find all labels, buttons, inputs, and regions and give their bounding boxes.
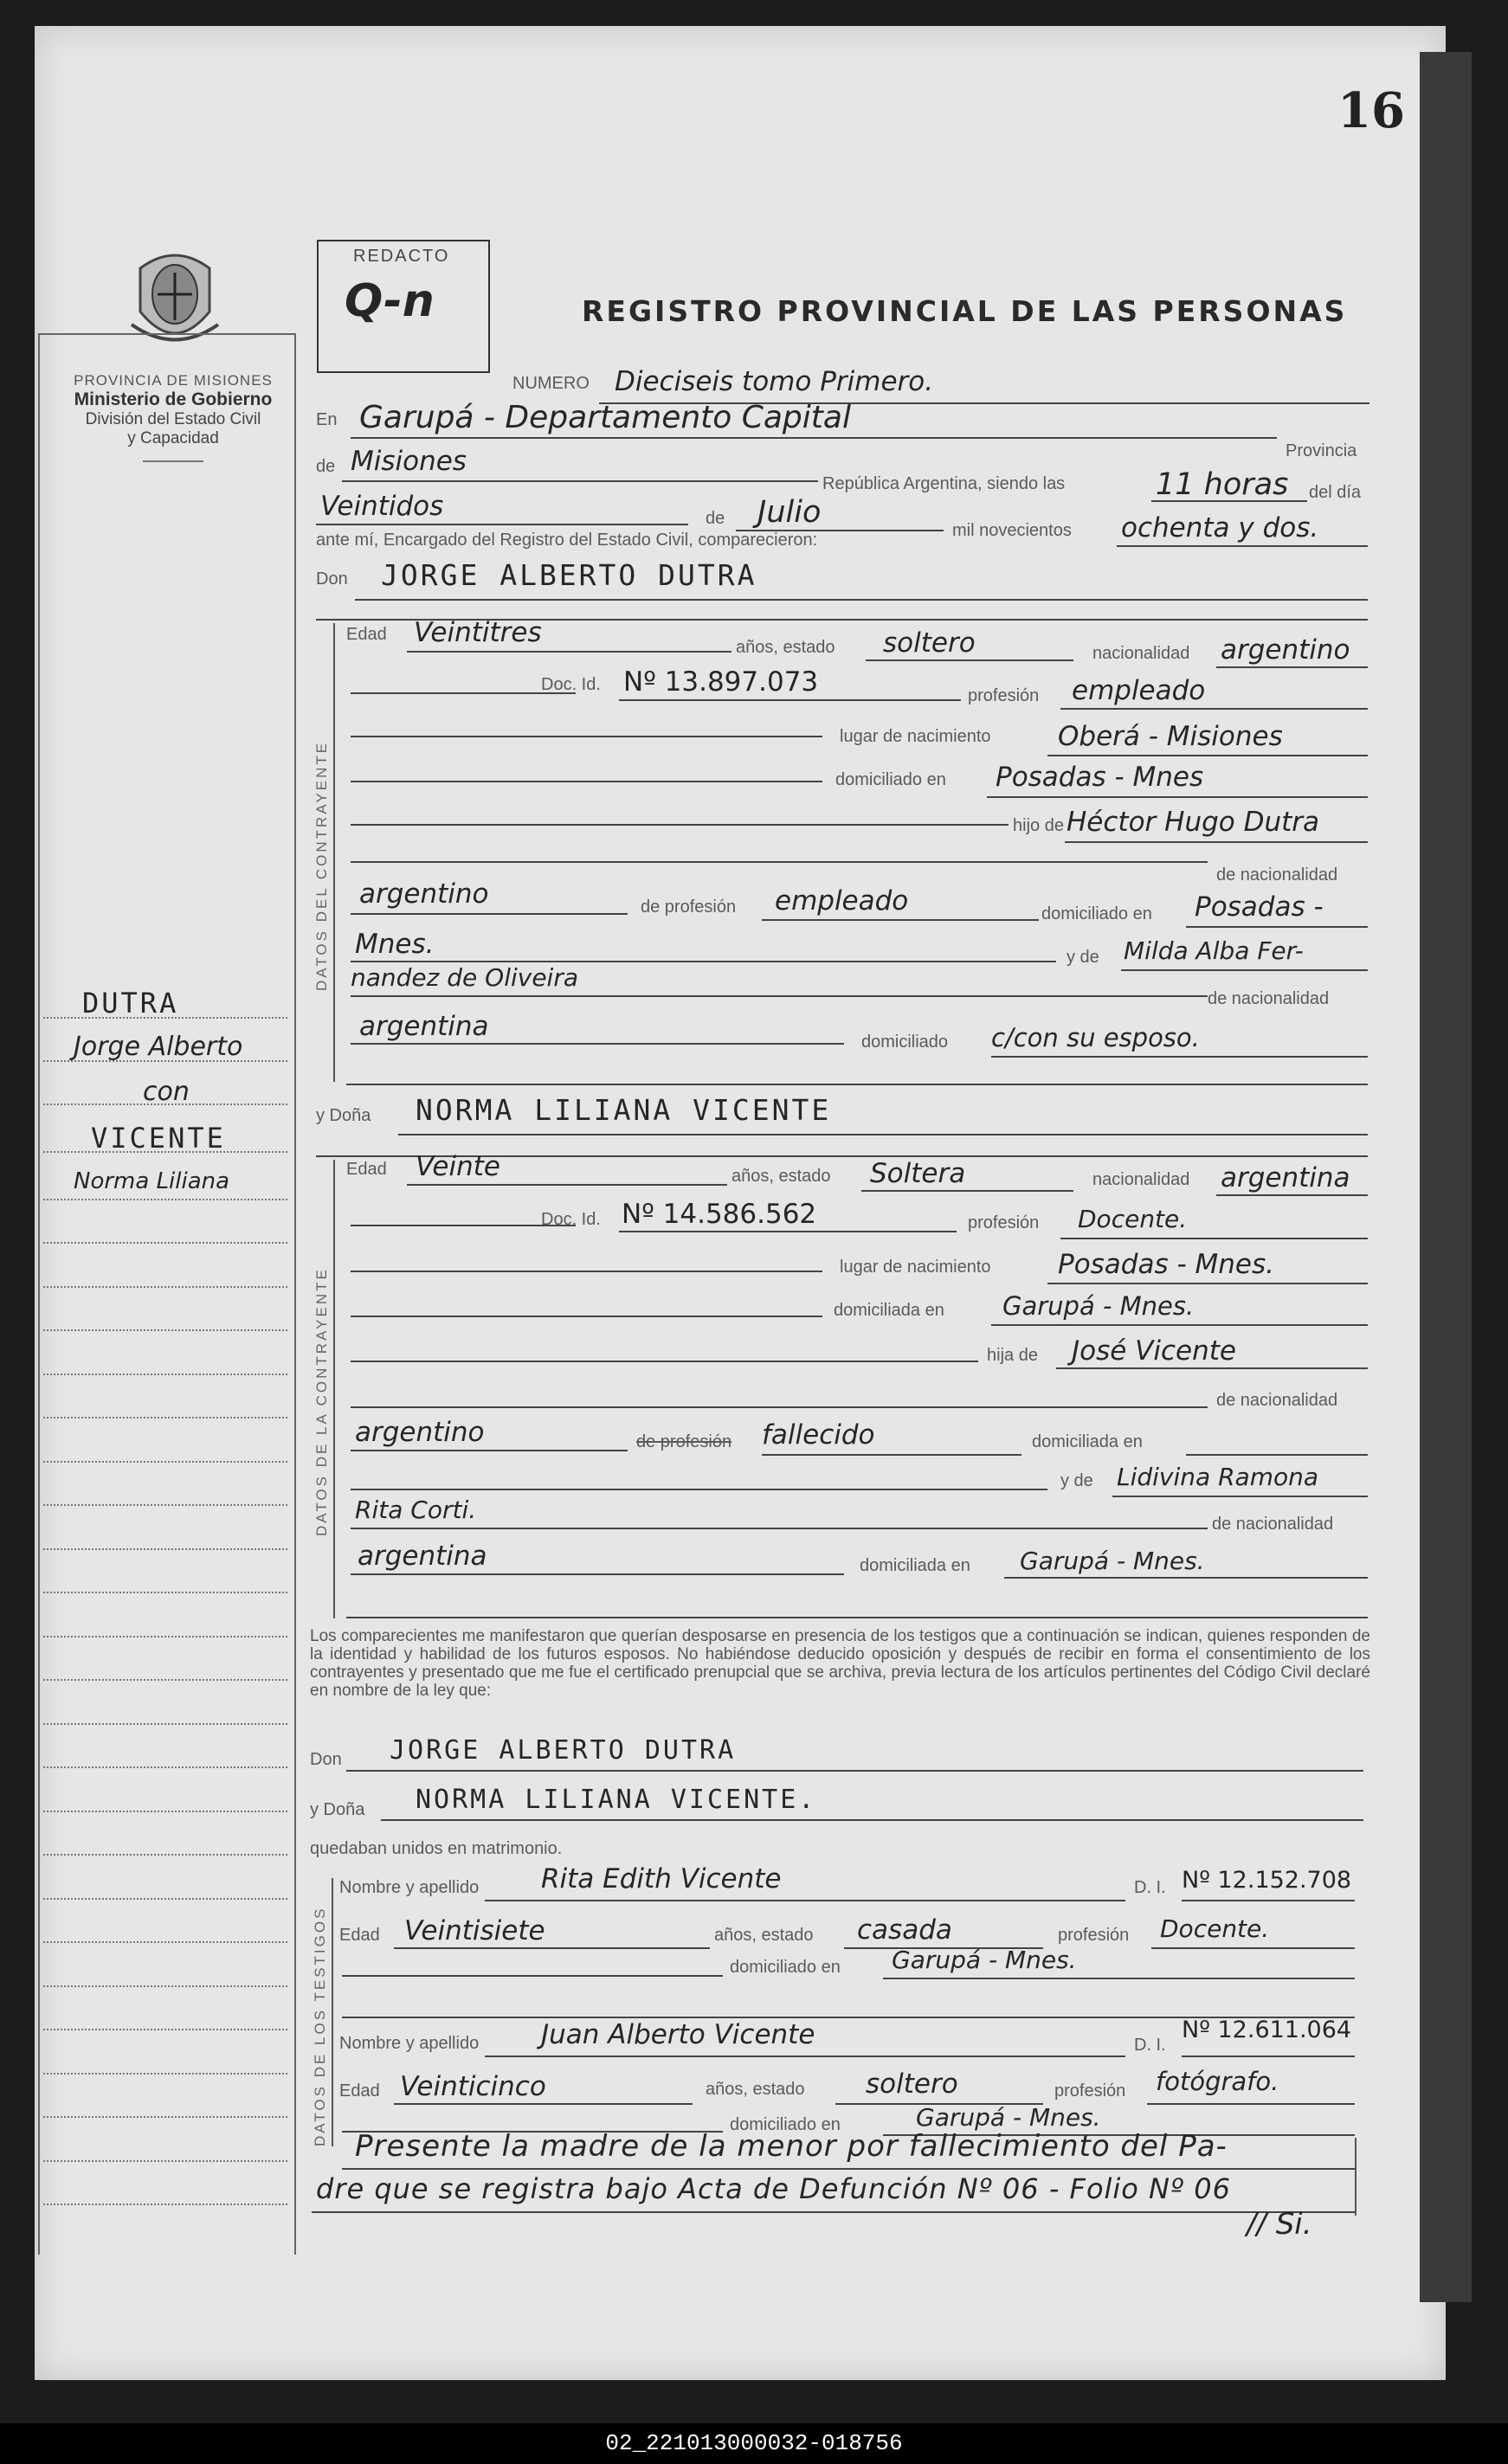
margin-name-1: Jorge Alberto: [74, 1032, 243, 1062]
c-padre-nac: argentino: [359, 878, 489, 910]
margin-ruled-line: [43, 1504, 287, 1506]
note-line-1: Presente la madre de la menor por fallecimiento del Pa-: [355, 2129, 1228, 2164]
decl-don-line: [346, 1770, 1363, 1772]
provincia-label: Provincia: [1286, 441, 1357, 460]
page-number: 16: [1337, 82, 1405, 139]
margin-ruled-line: [43, 1723, 287, 1725]
c-hijo-label: hijo de: [1013, 816, 1064, 835]
seal-ministry: Ministerio de Gobierno: [74, 389, 273, 409]
c-estado-value: soltero: [883, 627, 976, 659]
f-dom-label: domiciliada en: [834, 1301, 944, 1320]
c-prof-label: profesión: [968, 686, 1040, 705]
mil-label: mil novecientos: [952, 521, 1072, 540]
c-padre-dom2: Mnes.: [355, 929, 435, 960]
contrayenta-side-label: DATOS DE LA CONTRAYENTE: [313, 1267, 330, 1536]
decl-dona-label: y Doña: [310, 1800, 365, 1819]
c-madre2-line: [351, 995, 1208, 997]
margin-ruled-line: [43, 1898, 287, 1900]
decl-dona-line: [381, 1819, 1363, 1821]
margin-ruled-line: [43, 1286, 287, 1288]
t1-dom-value: Garupá - Mnes.: [892, 1946, 1077, 1974]
c-edad-value: Veintitres: [414, 617, 542, 648]
dona-line: [398, 1134, 1368, 1135]
c-lugar-label: lugar de nacimiento: [840, 727, 991, 746]
margin-ruled-line: [43, 1151, 287, 1153]
margin-ruled-line: [43, 1060, 287, 1062]
note-end: // Si.: [1247, 2207, 1312, 2242]
f-madre-dom: Garupá - Mnes.: [1020, 1547, 1205, 1575]
de-label: de: [316, 457, 336, 476]
f-doc-line: [619, 1231, 957, 1232]
t2-anios-label: años, estado: [706, 2080, 805, 2099]
seal-division: División del Estado Civil: [85, 410, 261, 428]
f-padre-value: José Vicente: [1072, 1335, 1236, 1367]
contrayente-bracket: [333, 623, 335, 1082]
decl-don-value: JORGE ALBERTO DUTRA: [390, 1735, 737, 1766]
c-dom3-label: domiciliado: [861, 1033, 949, 1052]
c-edad-line: [407, 651, 731, 653]
f-madre-value-2: Rita Corti.: [355, 1496, 477, 1524]
margin-ruled-line: [43, 1941, 287, 1943]
margin-ruled-line: [43, 1103, 287, 1105]
f-doc-value: Nº 14.586.562: [622, 1199, 817, 1230]
f-padre-nac: argentino: [355, 1417, 485, 1448]
c-edad-label: Edad: [346, 625, 387, 644]
t2-prof-line: [1147, 2103, 1355, 2105]
f-close-line: [346, 1617, 1368, 1618]
c-prof-line: [1060, 708, 1368, 710]
f-dom3-label: domiciliada en: [860, 1556, 970, 1575]
c-madre-dom: c/con su esposo.: [991, 1023, 1200, 1052]
f-padre-prof: fallecido: [762, 1419, 875, 1451]
c-madre-line: [1121, 969, 1368, 971]
f-madre-dom-line: [1004, 1577, 1368, 1579]
decl-don-label: Don: [310, 1750, 342, 1769]
t2-edad-label: Edad: [339, 2081, 380, 2101]
republica-label: República Argentina, siendo las: [822, 474, 1066, 493]
margin-ruled-line: [43, 1199, 287, 1200]
en-line: [351, 437, 1277, 439]
c-doc-label: Doc. Id.: [541, 675, 601, 694]
t2-di-label: D. I.: [1134, 2036, 1166, 2055]
c-dom-line: [987, 796, 1368, 798]
t2-prof-value: fotógrafo.: [1156, 2067, 1279, 2096]
c-de-prof-label: de profesión: [641, 897, 737, 917]
numero-value: Dieciseis tomo Primero.: [615, 366, 934, 397]
c-blank-line-1: [351, 736, 822, 737]
t1-edad-value: Veintisiete: [404, 1915, 545, 1946]
c-lugar-line: [1047, 755, 1368, 756]
margin-ruled-line: [43, 2116, 287, 2118]
margin-ruled-line: [43, 2160, 287, 2162]
f-doc-label: Doc. Id.: [541, 1210, 601, 1229]
c-nac-value: argentino: [1221, 634, 1350, 666]
margin-surname-1: DUTRA: [82, 987, 179, 1020]
t2-edad-line: [394, 2103, 693, 2105]
t1-di-line: [1182, 1900, 1355, 1901]
declaration-text: Los comparecientes me manifestaron que querían desposarse en presencia de los testigos que a continuación se indican, quienes responden de la identidad y habilidad de los futuros esposos. No habiéndose deducido oposición y después de recibir en forma el consentimiento de los contrayentes y presentado que me fue el certificado prenupcial que se archiva, previa lectura de los artículos pertinentes del Código Civil declaré en nombre de la ley que:: [310, 1627, 1370, 1700]
t2-di-line: [1182, 2055, 1355, 2057]
f-estado-value: Soltera: [870, 1158, 966, 1189]
t1-nombre-line: [485, 1900, 1125, 1901]
de2-label: de: [706, 509, 725, 528]
ante-label: ante mí, Encargado del Registro del Estado Civil, comparecieron:: [316, 531, 818, 550]
margin-ruled-line: [43, 2203, 287, 2205]
redacto-signature: Q-n: [345, 275, 435, 327]
don-label: Don: [316, 569, 348, 589]
margin-border-top: [38, 333, 296, 335]
t1-dom-label: domiciliado en: [730, 1958, 841, 1977]
t2-dom-value: Garupá - Mnes.: [916, 2103, 1101, 2132]
c-doc-value: Nº 13.897.073: [623, 666, 819, 698]
c-estado-line: [866, 659, 1073, 661]
margin-border-left: [38, 333, 40, 2255]
redacto-box: [317, 240, 490, 373]
seal-province: PROVINCIA DE MISIONES: [74, 372, 273, 389]
note-line-1-rule: [342, 2168, 1355, 2170]
f-lugar-value: Posadas - Mnes.: [1058, 1249, 1274, 1280]
margin-ruled-line: [43, 1636, 287, 1637]
f-padre-line: [1056, 1367, 1368, 1369]
f-madre2-line: [351, 1528, 1208, 1529]
margin-ruled-line: [43, 1417, 287, 1419]
t1-nombre-value: Rita Edith Vicente: [541, 1863, 782, 1895]
c-padre-dom2-line: [351, 961, 1056, 962]
f-dom2-label: domiciliada en: [1032, 1432, 1143, 1451]
c-anios-label: años, estado: [736, 638, 835, 657]
f-blank-line-5: [351, 1489, 1047, 1490]
dia-value: Veintidos: [320, 491, 444, 522]
t1-prof-label: profesión: [1058, 1926, 1130, 1945]
c-dom-label: domiciliado en: [835, 770, 946, 789]
f-madre-value: Lidivina Ramona: [1117, 1463, 1319, 1491]
f-anios-label: años, estado: [731, 1167, 831, 1186]
margin-ruled-line: [43, 1329, 287, 1331]
f-dom-value: Garupá - Mnes.: [1002, 1291, 1195, 1321]
margin-ruled-line: [43, 2029, 287, 2030]
de-line: [342, 480, 818, 482]
f-dom-line: [991, 1324, 1368, 1326]
f-de-nac-label: de nacionalidad: [1216, 1391, 1338, 1410]
margin-ruled-line: [43, 1461, 287, 1463]
unidos-text: quedaban unidos en matrimonio.: [310, 1839, 563, 1858]
en-label: En: [316, 410, 338, 429]
t1-prof-value: Docente.: [1160, 1914, 1270, 1943]
seal-divider: [143, 460, 203, 462]
t2-nombre-value: Juan Alberto Vicente: [541, 2019, 815, 2050]
c-dom-value: Posadas - Mnes: [996, 762, 1204, 793]
c-padre-value: Héctor Hugo Dutra: [1067, 807, 1320, 838]
f-nac-value: argentina: [1221, 1162, 1350, 1193]
c-madre-nac-line: [351, 1043, 844, 1045]
note-line-2: dre que se registra bajo Acta de Defunción Nº 06 - Folio Nº 06: [316, 2172, 1231, 2205]
testigos-bracket: [332, 1878, 333, 2146]
c-de-nac-label: de nacionalidad: [1216, 865, 1338, 885]
f-de-prof-label: de profesión: [636, 1432, 732, 1451]
c-padre-prof: empleado: [775, 885, 909, 917]
en-value: Garupá - Departamento Capital: [359, 400, 851, 435]
t1-blank-line: [342, 1975, 723, 1977]
f-madre-nac: argentina: [358, 1541, 487, 1572]
don-line: [355, 599, 1368, 601]
t1-edad-line: [394, 1947, 710, 1949]
f-hija-label: hija de: [987, 1346, 1038, 1365]
decl-dona-value: NORMA LILIANA VICENTE.: [416, 1785, 817, 1815]
f-nac-label: nacionalidad: [1092, 1170, 1190, 1189]
c-padre-nac-line: [351, 913, 628, 915]
dona-value: NORMA LILIANA VICENTE: [416, 1093, 832, 1127]
book-edge: [1420, 52, 1472, 2302]
anio-line: [1117, 545, 1368, 547]
t1-di-value: Nº 12.152.708: [1182, 1867, 1352, 1894]
t1-estado-value: casada: [857, 1914, 952, 1946]
c-nac-label: nacionalidad: [1092, 644, 1190, 663]
t1-prof-line: [1151, 1947, 1355, 1949]
margin-ruled-line: [43, 1548, 287, 1550]
c-padre-dom-line: [1186, 926, 1368, 928]
numero-label: NUMERO: [512, 374, 590, 393]
c-dom2-label: domiciliado en: [1041, 904, 1152, 923]
t1-anios-label: años, estado: [714, 1926, 814, 1945]
redacto-label: REDACTO: [353, 247, 450, 266]
c-madre-value: Milda Alba Fer-: [1124, 936, 1304, 965]
dona-label: y Doña: [316, 1106, 371, 1125]
c-lugar-value: Oberá - Misiones: [1058, 721, 1283, 752]
c-madre-dom-line: [991, 1056, 1368, 1058]
f-blank-line-2: [351, 1316, 822, 1317]
t2-nombre-line: [485, 2055, 1125, 2057]
t2-di-value: Nº 12.611.064: [1182, 2017, 1352, 2043]
f-blank-line-1: [351, 1271, 822, 1272]
c-blank-line-3: [351, 824, 1009, 826]
t2-nombre-label: Nombre y apellido: [339, 2034, 480, 2053]
anio-value: ochenta y dos.: [1121, 512, 1319, 544]
margin-ruled-line: [43, 1766, 287, 1768]
margin-ruled-line: [43, 1811, 287, 1812]
margin-border-right: [294, 333, 296, 2255]
t1-nombre-label: Nombre y apellido: [339, 1878, 480, 1897]
margin-con: con: [143, 1077, 190, 1107]
seal-icon: [123, 242, 227, 355]
margin-ruled-line: [43, 1592, 287, 1593]
dia-line: [316, 524, 688, 525]
t1-edad-label: Edad: [339, 1926, 380, 1945]
margin-ruled-line: [43, 1679, 287, 1681]
footer-caption: 02_221013000032-018756: [0, 2423, 1508, 2464]
f-padre-prof-line: [762, 1454, 1021, 1456]
f-edad-line: [407, 1184, 727, 1186]
f-madre-line: [1112, 1496, 1368, 1497]
t2-prof-label: profesión: [1054, 2081, 1126, 2101]
f-edad-label: Edad: [346, 1160, 387, 1179]
margin-ruled-line: [43, 1854, 287, 1856]
f-edad-value: Veinte: [416, 1151, 500, 1182]
f-prof-label: profesión: [968, 1213, 1040, 1232]
seal-division-2: y Capacidad: [127, 429, 219, 447]
c-close-line: [346, 1084, 1368, 1085]
f-padre-nac-line: [351, 1450, 628, 1451]
horas-value: 11 horas: [1156, 467, 1289, 502]
t2-edad-value: Veinticinco: [400, 2071, 546, 2102]
f-prof-line: [1060, 1238, 1368, 1239]
f-nac-line: [1216, 1194, 1368, 1196]
contrayenta-bracket: [333, 1160, 335, 1618]
margin-ruled-line: [43, 1017, 287, 1019]
f-blank-line-4: [351, 1406, 1208, 1408]
c-prof-value: empleado: [1072, 675, 1206, 706]
t1-dom-line: [883, 1978, 1355, 1979]
margin-surname-2: VICENTE: [91, 1122, 226, 1155]
margin-ruled-line: [43, 1985, 287, 1987]
de-value: Misiones: [351, 446, 467, 477]
c-madre-value-2: nandez de Oliveira: [351, 963, 578, 992]
c-doc-line: [619, 699, 961, 701]
c-nac-line: [1216, 666, 1368, 668]
note-line-2-rule: [312, 2211, 1355, 2213]
c-yde-label: y de: [1067, 948, 1099, 967]
del-dia-label: del día: [1309, 483, 1362, 502]
don-value: JORGE ALBERTO DUTRA: [381, 558, 757, 592]
c-blank-line-2: [351, 781, 822, 782]
f-de-nac-label-2: de nacionalidad: [1212, 1515, 1334, 1534]
t2-estado-value: soltero: [866, 2068, 958, 2100]
mes-value: Julio: [757, 495, 822, 530]
note-right-rule: [1355, 2138, 1357, 2216]
c-padre-prof-line: [762, 919, 1039, 921]
margin-ruled-line: [43, 2073, 287, 2075]
contrayente-side-label: DATOS DEL CONTRAYENTE: [313, 740, 330, 991]
f-prof-value: Docente.: [1078, 1205, 1188, 1233]
testigos-side-label: DATOS DE LOS TESTIGOS: [312, 1906, 328, 2146]
f-lugar-line: [1047, 1283, 1368, 1284]
margin-name-2: Norma Liliana: [74, 1168, 230, 1194]
c-padre-line: [1065, 841, 1368, 843]
f-padre-dom-line: [1186, 1454, 1368, 1456]
page-title: REGISTRO PROVINCIAL DE LAS PERSONAS: [582, 294, 1348, 328]
f-madre-nac-line: [351, 1573, 844, 1575]
c-padre-dom: Posadas -: [1195, 891, 1324, 923]
t1-di-label: D. I.: [1134, 1878, 1166, 1897]
f-estado-line: [861, 1190, 1073, 1192]
margin-ruled-line: [43, 1374, 287, 1375]
c-de-nac-label-2: de nacionalidad: [1208, 989, 1330, 1008]
margin-ruled-line: [43, 1242, 287, 1244]
f-yde-label: y de: [1060, 1471, 1093, 1490]
f-blank-line-3: [351, 1361, 978, 1362]
c-blank-line-4: [351, 861, 1208, 863]
c-madre-nac: argentina: [359, 1011, 489, 1042]
f-lugar-label: lugar de nacimiento: [840, 1258, 991, 1277]
t2-dom-label: domiciliado en: [730, 2115, 841, 2134]
